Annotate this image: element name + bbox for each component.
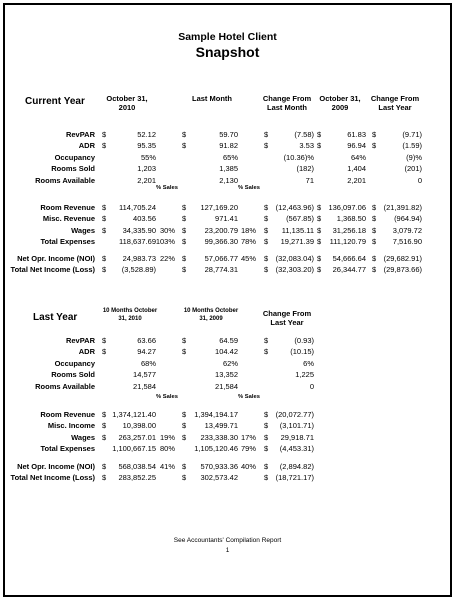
currency-symbol: $	[182, 203, 187, 212]
value-cell: 10,398.00	[122, 421, 156, 431]
currency-symbol: $	[372, 141, 377, 151]
last-col-header-change-last-year: Change From Last Year	[262, 309, 312, 327]
value-cell: 52.12	[137, 130, 156, 139]
currency-symbol: $	[372, 225, 377, 235]
currency-symbol: $	[264, 347, 269, 357]
current-col-header-october-2010: October 31, 2010	[106, 94, 148, 112]
value-cell: (201)	[404, 164, 422, 174]
currency-symbol: $	[102, 141, 107, 151]
currency-symbol: $	[102, 130, 107, 139]
row-label: Rooms Sold	[51, 370, 95, 380]
page-number: 1	[225, 547, 230, 554]
currency-symbol: $	[264, 432, 269, 442]
currency-symbol: $	[182, 432, 187, 442]
report-page	[3, 3, 452, 597]
current-pct-sales-header: % Sales	[156, 185, 178, 191]
currency-symbol: $	[264, 237, 269, 247]
value-cell: 29,918.71	[280, 432, 314, 442]
row-label: Net Opr. Income (NOI)	[17, 462, 95, 471]
value-cell: (18,721.17)	[275, 473, 314, 483]
current-col-header-change-last-year: Change From Last Year	[370, 94, 420, 112]
value-cell: 61.83	[347, 130, 366, 139]
percent-of-sales-cell: 19%	[159, 432, 175, 442]
currency-symbol: $	[182, 237, 187, 247]
last-col-header-10-months-2010: 10 Months October 31, 2010	[102, 308, 158, 322]
value-cell: 65%	[222, 152, 238, 162]
value-cell: (32,303.20)	[275, 265, 314, 275]
value-cell: 21,584	[215, 381, 238, 391]
row-label: ADR	[78, 347, 95, 357]
currency-symbol: $	[102, 347, 107, 357]
currency-symbol: $	[102, 410, 107, 419]
value-cell: 2,201	[347, 175, 366, 185]
value-cell: (2,894.82)	[279, 462, 314, 471]
value-cell: (964.94)	[394, 214, 422, 224]
value-cell: 57,066.77	[204, 254, 238, 263]
row-label: Room Revenue	[40, 203, 95, 212]
value-cell: 23,200.79	[204, 225, 238, 235]
value-cell: 11,135.11	[281, 225, 314, 235]
value-cell: 1,394,194.17	[194, 410, 238, 419]
currency-symbol: $	[372, 237, 377, 247]
value-cell: 19,271.39	[280, 237, 314, 247]
value-cell: (29,682.91)	[383, 254, 422, 263]
row-label: Occupancy	[54, 358, 95, 368]
currency-symbol: $	[264, 336, 269, 345]
value-cell: (21,391.82)	[383, 203, 422, 212]
value-cell: 2,130	[219, 175, 238, 185]
value-cell: 91.82	[219, 141, 238, 151]
row-label: Total Net Income (Loss)	[10, 473, 95, 483]
value-cell: (4,453.31)	[279, 444, 314, 454]
value-cell: 3,079.72	[392, 225, 422, 235]
currency-symbol: $	[372, 214, 377, 224]
currency-symbol: $	[317, 254, 322, 263]
value-cell: 3.53	[299, 141, 314, 151]
value-cell: 14,577	[133, 370, 156, 380]
currency-symbol: $	[182, 336, 187, 345]
currency-symbol: $	[102, 265, 107, 275]
value-cell: 64.59	[219, 336, 238, 345]
value-cell: 64%	[350, 152, 366, 162]
row-label: Total Expenses	[40, 237, 95, 247]
currency-symbol: $	[372, 130, 377, 139]
value-cell: 403.56	[133, 214, 156, 224]
currency-symbol: $	[102, 203, 107, 212]
value-cell: (29,873.66)	[383, 265, 422, 275]
value-cell: (9.71)	[402, 130, 422, 139]
value-cell: 94.27	[137, 347, 156, 357]
current-col-header-october-2009: October 31, 2009	[319, 94, 361, 112]
currency-symbol: $	[317, 203, 322, 212]
value-cell: 7,516.90	[392, 237, 422, 247]
value-cell: 31,256.18	[332, 225, 366, 235]
percent-of-sales-cell: 22%	[159, 254, 175, 263]
currency-symbol: $	[317, 237, 322, 247]
value-cell: 1,105,120.46	[194, 444, 238, 454]
percent-of-sales-cell: 17%	[240, 432, 256, 442]
value-cell: (20,072.77)	[275, 410, 314, 419]
value-cell: 127,169.20	[200, 203, 238, 212]
currency-symbol: $	[264, 203, 269, 212]
value-cell: 62%	[222, 358, 238, 368]
value-cell: 1,203	[137, 164, 156, 174]
row-label: ADR	[78, 141, 95, 151]
percent-of-sales-cell: 30%	[159, 225, 175, 235]
currency-symbol: $	[182, 130, 187, 139]
percent-of-sales-cell: 78%	[240, 237, 256, 247]
value-cell: 1,100,667.15	[112, 444, 156, 454]
percent-of-sales-cell: 79%	[240, 444, 256, 454]
currency-symbol: $	[264, 214, 269, 224]
value-cell: 1,404	[347, 164, 366, 174]
value-cell: (10.15)	[290, 347, 314, 357]
currency-symbol: $	[264, 265, 269, 275]
value-cell: 24,983.73	[122, 254, 156, 263]
percent-of-sales-cell: 103%	[155, 237, 175, 247]
currency-symbol: $	[264, 141, 269, 151]
value-cell: 568,038.54	[118, 462, 156, 471]
row-label: Misc. Revenue	[42, 214, 95, 224]
row-label: Total Expenses	[40, 444, 95, 454]
currency-symbol: $	[102, 421, 107, 431]
value-cell: 63.66	[137, 336, 156, 345]
value-cell: 1,385	[219, 164, 238, 174]
value-cell: 13,352	[215, 370, 238, 380]
value-cell: 2,201	[137, 175, 156, 185]
currency-symbol: $	[264, 254, 269, 263]
currency-symbol: $	[317, 130, 322, 139]
value-cell: 570,933.36	[200, 462, 238, 471]
currency-symbol: $	[317, 214, 322, 224]
row-label: Rooms Sold	[51, 164, 95, 174]
current-pct-sales-header: % Sales	[238, 185, 260, 191]
value-cell: 99,366.30	[204, 237, 238, 247]
currency-symbol: $	[264, 130, 269, 139]
value-cell: 1,374,121.40	[112, 410, 156, 419]
currency-symbol: $	[102, 432, 107, 442]
percent-of-sales-cell: 41%	[159, 462, 175, 471]
row-label: Total Net Income (Loss)	[10, 265, 95, 275]
value-cell: 111,120.79	[329, 237, 366, 247]
row-label: Room Revenue	[40, 410, 95, 419]
row-label: Wages	[71, 225, 95, 235]
value-cell: 6%	[303, 358, 314, 368]
currency-symbol: $	[317, 225, 322, 235]
value-cell: 283,852.25	[118, 473, 156, 483]
value-cell: 13,499.71	[204, 421, 238, 431]
currency-symbol: $	[182, 225, 187, 235]
row-label: Rooms Available	[35, 381, 95, 391]
value-cell: 971.41	[215, 214, 238, 224]
value-cell: (3,101.71)	[279, 421, 314, 431]
value-cell: (7.58)	[294, 130, 314, 139]
current-col-header-change-last-month: Change From Last Month	[262, 94, 312, 112]
currency-symbol: $	[372, 203, 377, 212]
value-cell: (3,528.89)	[121, 265, 156, 275]
currency-symbol: $	[264, 410, 269, 419]
value-cell: 59.70	[219, 130, 238, 139]
value-cell: (567.85)	[286, 214, 314, 224]
last-year-label: Last Year	[33, 312, 78, 323]
currency-symbol: $	[182, 265, 187, 275]
currency-symbol: $	[102, 225, 107, 235]
value-cell: 1,225	[295, 370, 314, 380]
value-cell: (1.59)	[402, 141, 422, 151]
last-col-header-10-months-2009: 10 Months October 31, 2009	[183, 308, 239, 322]
currency-symbol: $	[317, 141, 322, 151]
row-label: Occupancy	[54, 152, 95, 162]
currency-symbol: $	[182, 410, 187, 419]
row-label: RevPAR	[65, 336, 95, 345]
value-cell: 136,097.06	[328, 203, 366, 212]
value-cell: (10.36)%	[283, 152, 314, 162]
currency-symbol: $	[182, 254, 187, 263]
current-year-label: Current Year	[25, 96, 85, 107]
percent-of-sales-cell: 18%	[240, 225, 256, 235]
value-cell: 0	[309, 381, 314, 391]
percent-of-sales-cell: 40%	[240, 462, 256, 471]
currency-symbol: $	[264, 225, 269, 235]
row-label: Rooms Available	[35, 175, 95, 185]
value-cell: 118,637.69	[119, 237, 156, 247]
currency-symbol: $	[182, 141, 187, 151]
value-cell: 68%	[140, 358, 156, 368]
report-subtitle: Snapshot	[195, 44, 260, 60]
row-label: Wages	[71, 432, 95, 442]
currency-symbol: $	[102, 254, 107, 263]
value-cell: 95.35	[137, 141, 156, 151]
currency-symbol: $	[102, 462, 107, 471]
currency-symbol: $	[102, 336, 107, 345]
current-col-header-last-month: Last Month	[192, 94, 232, 103]
value-cell: 263,257.01	[118, 432, 156, 442]
currency-symbol: $	[264, 473, 269, 483]
currency-symbol: $	[372, 254, 377, 263]
row-label: Net Opr. Income (NOI)	[17, 254, 95, 263]
value-cell: 71	[305, 175, 314, 185]
currency-symbol: $	[182, 421, 187, 431]
value-cell: 34,335.90	[122, 225, 156, 235]
footer-note: See Accountants' Compilation Report	[173, 537, 282, 544]
value-cell: 28,774.31	[204, 265, 238, 275]
value-cell: (32,083.04)	[275, 254, 314, 263]
currency-symbol: $	[182, 473, 187, 483]
currency-symbol: $	[182, 347, 187, 357]
value-cell: (182)	[296, 164, 314, 174]
value-cell: 96.94	[347, 141, 366, 151]
value-cell: 54,666.64	[332, 254, 366, 263]
value-cell: (9)%	[406, 152, 422, 162]
value-cell: (0.93)	[294, 336, 314, 345]
value-cell: 26,344.77	[332, 265, 366, 275]
currency-symbol: $	[264, 462, 269, 471]
currency-symbol: $	[102, 473, 107, 483]
value-cell: (12,463.96)	[275, 203, 314, 212]
currency-symbol: $	[372, 265, 377, 275]
last-pct-sales-header: % Sales	[156, 394, 178, 400]
currency-symbol: $	[317, 265, 322, 275]
report-title: Sample Hotel Client	[178, 31, 277, 43]
last-pct-sales-header: % Sales	[238, 394, 260, 400]
row-label: RevPAR	[65, 130, 95, 139]
row-label: Misc. Income	[47, 421, 95, 431]
value-cell: 21,584	[133, 381, 156, 391]
value-cell: 233,338.30	[200, 432, 238, 442]
percent-of-sales-cell: 45%	[240, 254, 256, 263]
currency-symbol: $	[102, 214, 107, 224]
value-cell: 302,573.42	[200, 473, 238, 483]
value-cell: 104.42	[215, 347, 238, 357]
value-cell: 1,368.50	[336, 214, 366, 224]
currency-symbol: $	[182, 214, 187, 224]
value-cell: 114,705.24	[119, 203, 156, 212]
currency-symbol: $	[264, 421, 269, 431]
value-cell: 55%	[140, 152, 156, 162]
value-cell: 0	[417, 175, 422, 185]
currency-symbol: $	[182, 462, 187, 471]
currency-symbol: $	[264, 444, 269, 454]
percent-of-sales-cell: 80%	[159, 444, 175, 454]
